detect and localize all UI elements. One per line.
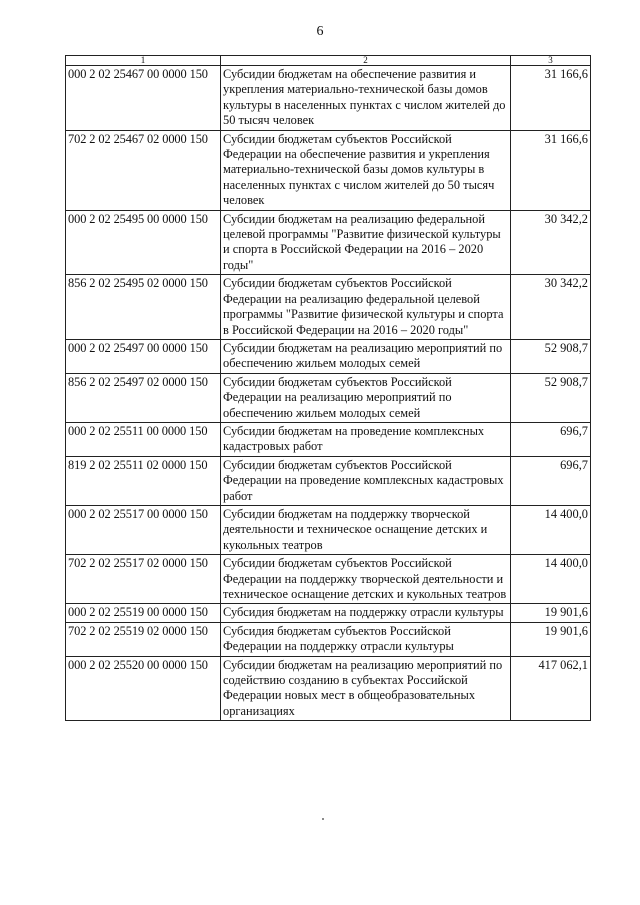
table-header-row [66,56,591,66]
amount-value: 30 342,2 [511,210,591,275]
amount-value: 19 901,6 [511,622,591,656]
amount-value: 696,7 [511,422,591,456]
budget-classification-code: 856 2 02 25497 02 0000 150 [66,373,221,422]
table-row [66,604,591,622]
revenue-item-name: Субсидии бюджетам на реализацию мероприятий по обеспечению жильем молодых семей [221,339,511,373]
table-row [66,555,591,604]
amount-value: 417 062,1 [511,656,591,721]
page-number: 6 [316,24,324,39]
revenue-item-name: Субсидии бюджетам субъектов Российской Федерации на обеспечение развития и укрепления материально-технической базы домов культуры в населенных пунктах с числом жителей до 50 тысяч человек [221,130,511,210]
budget-classification-code: 856 2 02 25495 02 0000 150 [66,275,221,340]
amount-value: 30 342,2 [511,275,591,340]
budget-classification-code: 000 2 02 25497 00 0000 150 [66,339,221,373]
table-row [66,456,591,505]
revenue-item-name: Субсидия бюджетам субъектов Российской Федерации на поддержку отрасли культуры [221,622,511,656]
budget-table [65,55,591,721]
budget-classification-code: 000 2 02 25495 00 0000 150 [66,210,221,275]
table-body [66,66,591,721]
column-header-name: 2 [221,56,511,66]
table-row [66,66,591,131]
budget-classification-code: 000 2 02 25517 00 0000 150 [66,505,221,554]
budget-classification-code: 702 2 02 25467 02 0000 150 [66,130,221,210]
budget-classification-code: 819 2 02 25511 02 0000 150 [66,456,221,505]
amount-value: 52 908,7 [511,373,591,422]
table-row [66,422,591,456]
scan-speck [322,818,324,820]
table-row [66,505,591,554]
table-row [66,656,591,721]
budget-classification-code: 000 2 02 25467 00 0000 150 [66,66,221,131]
revenue-item-name: Субсидии бюджетам субъектов Российской Федерации на проведение комплексных кадастровых работ [221,456,511,505]
revenue-item-name: Субсидии бюджетам на поддержку творческой деятельности и техническое оснащение детских и кукольных театров [221,505,511,554]
table-row [66,275,591,340]
column-header-code: 1 [66,56,221,66]
amount-value: 14 400,0 [511,555,591,604]
table-row [66,622,591,656]
budget-classification-code: 000 2 02 25511 00 0000 150 [66,422,221,456]
amount-value: 31 166,6 [511,66,591,131]
amount-value: 696,7 [511,456,591,505]
table-row [66,210,591,275]
budget-classification-code: 000 2 02 25519 00 0000 150 [66,604,221,622]
table-row [66,339,591,373]
revenue-item-name: Субсидии бюджетам субъектов Российской Федерации на реализацию мероприятий по обеспечению жильем молодых семей [221,373,511,422]
column-header-amount: 3 [511,56,591,66]
amount-value: 31 166,6 [511,130,591,210]
revenue-item-name: Субсидии бюджетам на проведение комплексных кадастровых работ [221,422,511,456]
revenue-item-name: Субсидии бюджетам субъектов Российской Федерации на поддержку творческой деятельности и техническое оснащение детских и кукольных театров [221,555,511,604]
amount-value: 52 908,7 [511,339,591,373]
amount-value: 19 901,6 [511,604,591,622]
budget-classification-code: 702 2 02 25517 02 0000 150 [66,555,221,604]
table-row [66,373,591,422]
revenue-item-name: Субсидии бюджетам на реализацию мероприятий по содействию созданию в субъектах Российской Федерации новых мест в общеобразовательных организациях [221,656,511,721]
revenue-item-name: Субсидия бюджетам на поддержку отрасли культуры [221,604,511,622]
budget-classification-code: 000 2 02 25520 00 0000 150 [66,656,221,721]
budget-classification-code: 702 2 02 25519 02 0000 150 [66,622,221,656]
revenue-item-name: Субсидии бюджетам на реализацию федеральной целевой программы "Развитие физической культуры и спорта в Российской Федерации на 2016 – 2020 годы" [221,210,511,275]
amount-value: 14 400,0 [511,505,591,554]
revenue-item-name: Субсидии бюджетам на обеспечение развития и укрепления материально-технической базы домов культуры в населенных пунктах с числом жителей до 50 тысяч человек [221,66,511,131]
revenue-item-name: Субсидии бюджетам субъектов Российской Федерации на реализацию федеральной целевой программы "Развитие физической культуры и спорта в Российской Федерации на 2016 – 2020 годы" [221,275,511,340]
table-row [66,130,591,210]
